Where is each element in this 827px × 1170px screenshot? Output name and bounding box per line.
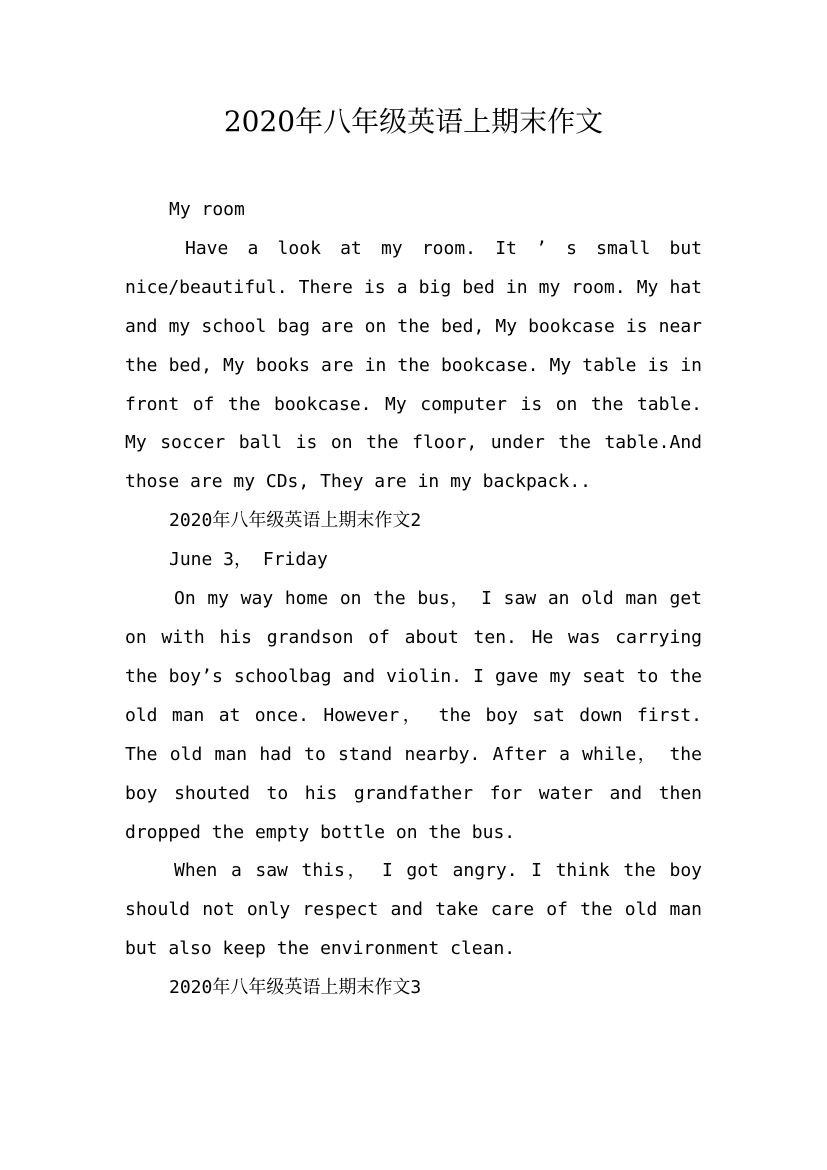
paragraph-essay-2-bus: On my way home on the bus， I saw an old man get on with his grandson of about ten. He was carrying the boy’s schoolbag and violin. I gave my seat to the old man at once. However， the boy sat down first. The old man had to stand nearby. After a while， the boy shouted to his grandfather for water and then dropped the empty bottle on the bus. (125, 588, 702, 843)
essay-2-date: June 3， Friday (169, 549, 328, 571)
paragraph-essay-2-reflection: When a saw this， I got angry. I think the boy should not only respect and take care of the old man but also keep the environment clean. (125, 860, 702, 960)
document-body (125, 191, 702, 1008)
section-heading-my-room: My room (169, 199, 245, 220)
paragraph-my-room: Have a look at my room. It ’ s small but nice/beautiful. There is a big bed in my room. My hat and my school bag are on the bed, My bookcase is near the bed, My books are in the bookcase. My table is in front of the bookcase. My computer is on the table. My soccer ball is on the floor, under the table.And those are my CDs, They are in my backpack.. (125, 237, 702, 493)
section-heading-essay-3: 2020年八年级英语上期末作文3 (169, 977, 422, 999)
section-heading-essay-2: 2020年八年级英语上期末作文2 (169, 510, 422, 532)
document-title: 2020年八年级英语上期末作文 (223, 105, 604, 138)
